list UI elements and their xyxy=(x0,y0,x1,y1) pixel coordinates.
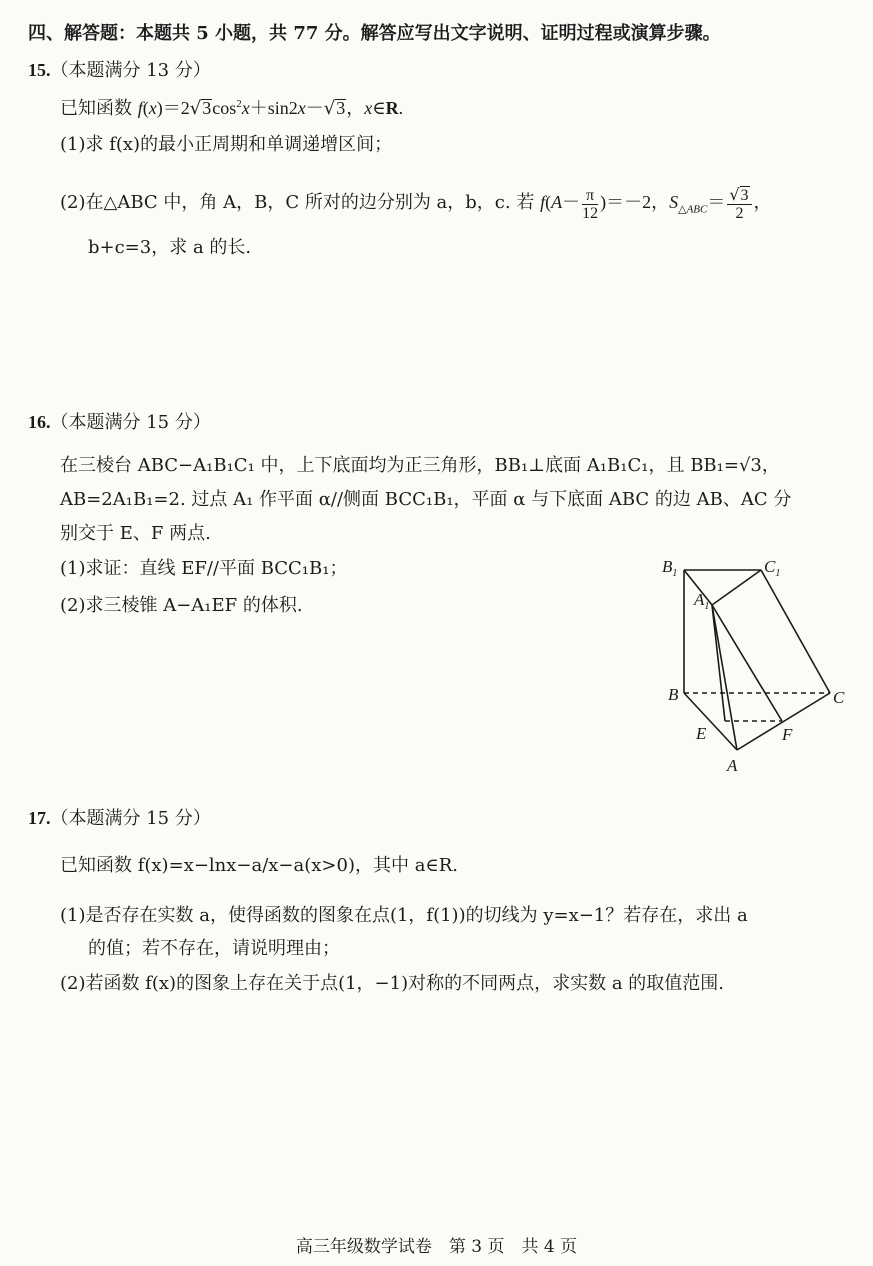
q15-part1: (1)求 f(x)的最小正周期和单调递增区间； xyxy=(60,134,393,155)
question-score: （本题满分 15 分） xyxy=(50,412,211,433)
q17-part2: (2)若函数 f(x)的图象上存在关于点(1，−1)对称的不同两点，求实数 a 的取值范围. xyxy=(60,973,725,994)
q15-part2-formula: f(A－ $\frac{\pi}{12}$ )＝－2，$S_{\triangle ABC}=$ $\frac{√3}{2}$ ， xyxy=(540,185,772,222)
q17-part1-cont: 的值；若不存在，请说明理由； xyxy=(88,938,340,959)
q15-stem xyxy=(60,96,403,121)
section-heading: 四、解答题：本题共 5 小题，共 77 分。解答应写出文字说明、证明过程或演算步骤。 xyxy=(28,23,721,44)
label-b: B xyxy=(668,685,679,704)
question-score: （本题满分 13 分） xyxy=(50,60,211,81)
q15-part2 xyxy=(60,186,772,222)
q16-part1: (1)求证：直线 EF//平面 BCC₁B₁； xyxy=(60,558,348,579)
question-15-header xyxy=(28,58,211,83)
label-b1: $B_1$ xyxy=(662,557,678,579)
q17-part1: (1)是否存在实数 a，使得函数的图象在点(1，f(1))的切线为 y=x−1？若存在，求出 a xyxy=(60,905,748,926)
page-footer: 高三年级数学试卷 第 3 页 共 4 页 xyxy=(295,1237,578,1257)
q16-line3: 别交于 E、F 两点. xyxy=(60,523,211,544)
q17-stem: 已知函数 f(x)=x−lnx−a/x−a(x>0)，其中 a∈R. xyxy=(60,855,459,876)
label-c1: $C_1$ xyxy=(764,557,781,579)
q15-function: $f(x)=2√3\cos^2x+\sin 2x-√3$，x∈R. xyxy=(137,98,404,119)
question-score: （本题满分 15 分） xyxy=(50,808,211,829)
q16-line1: 在三棱台 ABC−A₁B₁C₁ 中，上下底面均为正三角形，BB₁⊥底面 A₁B₁C₁，且 BB₁=√3， xyxy=(60,455,780,476)
q16-line2: AB=2A₁B₁=2. 过点 A₁ 作平面 α//侧面 BCC₁B₁，平面 α 与下底面 ABC 的边 AB、AC 分 xyxy=(60,489,792,510)
question-number: 17. xyxy=(28,808,51,828)
q15-part2-text: (2)在△ABC 中，角 A，B，C 所对的边分别为 a，b，c. 若 xyxy=(60,192,535,214)
question-16-header xyxy=(28,410,211,435)
label-a1: $A_1$ xyxy=(694,590,710,612)
q16-part2: (2)求三棱锥 A−A₁EF 的体积. xyxy=(60,595,303,616)
q15-stem-prefix: 已知函数 xyxy=(60,98,132,119)
edge-cc1 xyxy=(761,570,830,693)
label-c: C xyxy=(833,688,845,707)
question-17-header xyxy=(28,806,211,831)
label-e: E xyxy=(696,724,707,743)
q15-part2-cont: b+c=3，求 a 的长. xyxy=(88,237,252,258)
label-a: A xyxy=(727,756,738,775)
frustum-figure xyxy=(650,550,860,780)
question-number: 16. xyxy=(28,412,51,432)
edge-a1c1 xyxy=(712,570,761,605)
label-f: F xyxy=(782,725,793,744)
question-number: 15. xyxy=(28,60,51,80)
